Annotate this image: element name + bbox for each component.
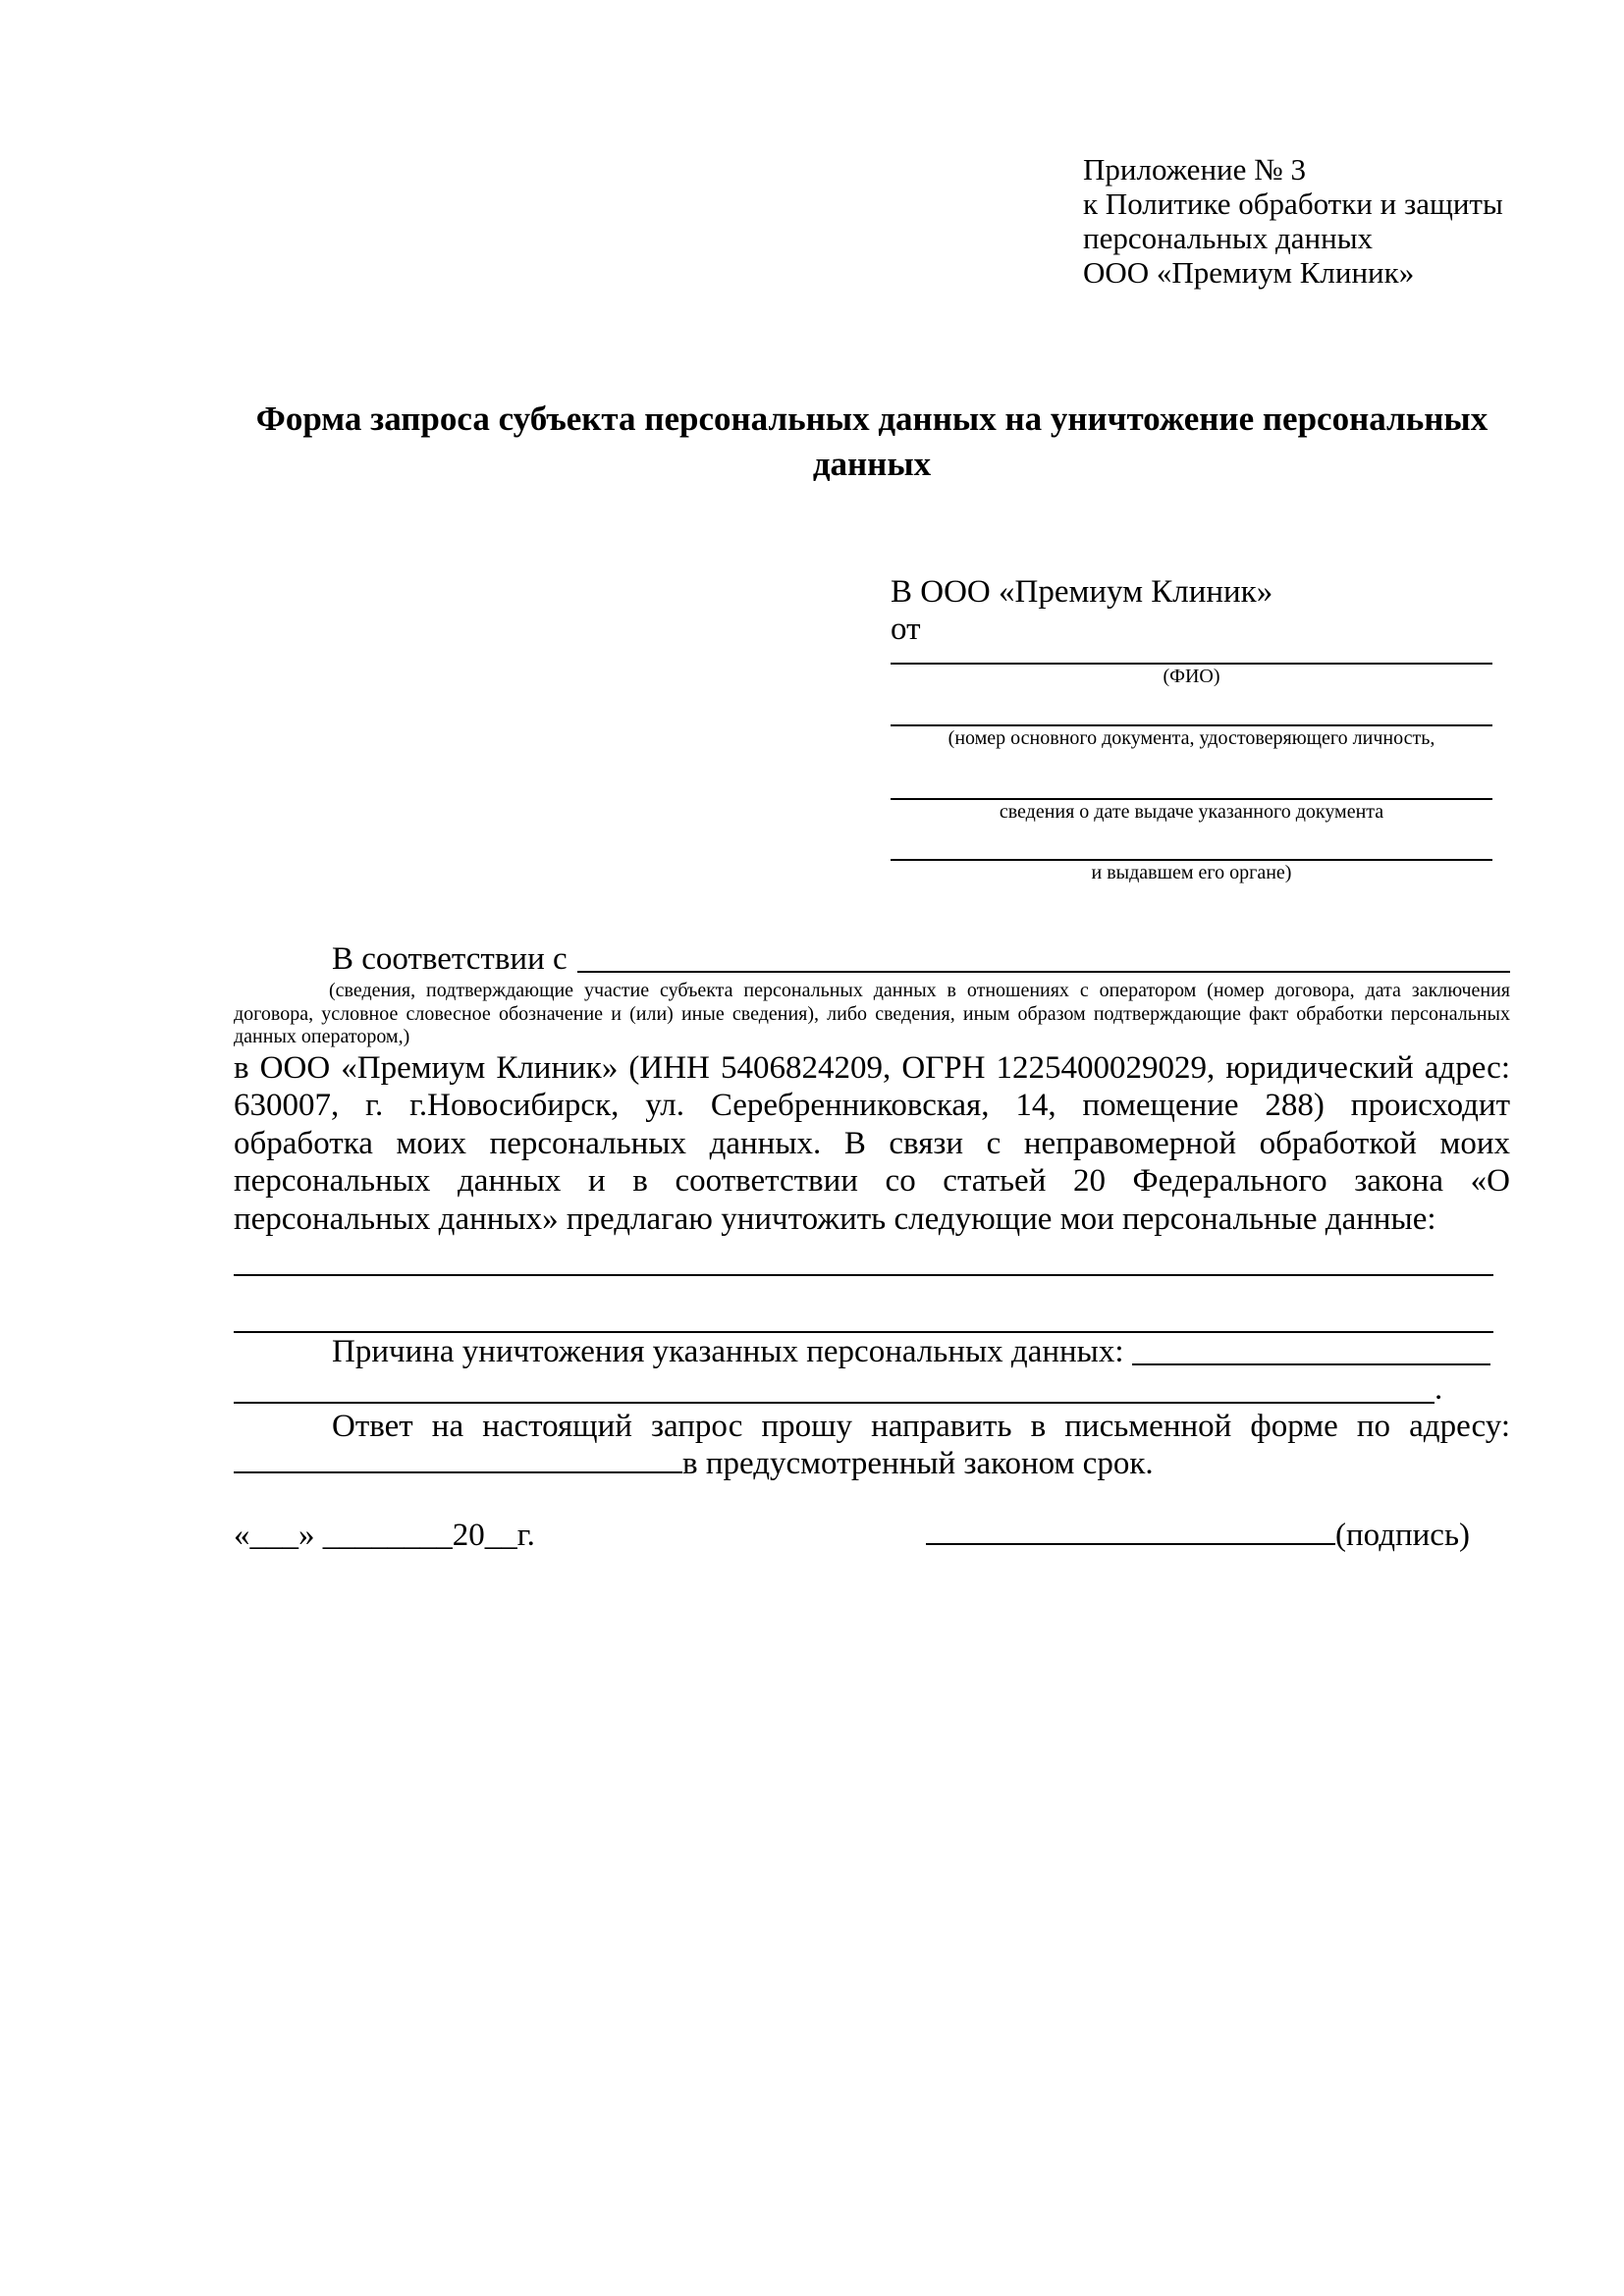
main-paragraph: в ООО «Премиум Клиник» (ИНН 5406824209, ОГРН 1225400029029, юридический адрес: 630007, г. г.Новосибирск, ул. Серебренниковская, 14, помещение 288) происходит обработка моих персональных данных. В связи с неправомерной обработкой моих персональных данных и в соответствии со статьей 20 Федерального закона «О персональных данных» предлагаю уничтожить следующие мои персональные данные: xyxy=(234,1049,1510,1237)
date-blank: «___» ________20__г. xyxy=(234,1518,535,1553)
appendix-line-4: ООО «Премиум Клиник» xyxy=(1083,255,1415,290)
appendix-line-2: к Политике обработки и защиты xyxy=(1083,187,1503,221)
signature-caption: (подпись) xyxy=(1335,1518,1470,1553)
doc-issuer-blank-line xyxy=(891,824,1492,861)
addressee-block xyxy=(891,573,1492,884)
accordance-footnote: (сведения, подтверждающие участие субъекта персональных данных в отношениях с оператором (номер договора, дата заключения договора, условное словесное обозначение и (или) иные сведения), либо сведения, иным образом подтверждающие факт обработки персональных данных оператором,) xyxy=(234,980,1510,1047)
reason-blank-line-2 xyxy=(234,1370,1435,1404)
response-tail: в предусмотренный законом срок. xyxy=(682,1446,1154,1482)
doc-number-caption: (номер основного документа, удостоверяющего личность, xyxy=(947,727,1435,749)
reason-row xyxy=(234,1333,1510,1370)
doc-issue-date-blank-line xyxy=(891,750,1492,800)
doc-issuer-caption: и выдавшем его органе) xyxy=(1091,862,1292,883)
reason-lead: Причина уничтожения указанных персональных данных: xyxy=(332,1334,1124,1370)
doc-issue-date-caption: сведения о дате выдаче указанного документа xyxy=(999,801,1384,823)
reason-blank-line xyxy=(1132,1333,1490,1365)
appendix-header xyxy=(1083,152,1554,290)
response-sentence: Ответ на настоящий запрос прошу направить в письменной форме по адресу: xyxy=(332,1409,1510,1445)
footer-row xyxy=(234,1517,1510,1556)
data-blank-line-1 xyxy=(234,1238,1493,1276)
signature-blank-line xyxy=(926,1543,1335,1545)
accordance-lead: В соответствии с xyxy=(332,941,568,977)
signature-group xyxy=(926,1517,1470,1554)
fio-caption: (ФИО) xyxy=(1163,666,1220,687)
fio-blank-line xyxy=(891,648,1492,665)
response-address-row xyxy=(234,1445,1510,1482)
doc-number-blank-line xyxy=(891,688,1492,726)
addressee-to: В ООО «Премиум Клиник» xyxy=(891,574,1273,610)
appendix-line-1: Приложение № 3 xyxy=(1083,152,1306,187)
address-blank-line xyxy=(234,1471,682,1473)
reason-continuation-row xyxy=(234,1370,1510,1408)
page-title: Форма запроса субъекта персональных данных на уничтожение персональных данных xyxy=(255,400,1489,483)
body-column xyxy=(234,940,1510,1482)
accordance-blank-line xyxy=(577,940,1510,973)
appendix-line-3: персональных данных xyxy=(1083,221,1374,255)
data-blank-line-2 xyxy=(234,1276,1493,1333)
sentence-period: . xyxy=(1435,1371,1443,1408)
addressee-from-label: от xyxy=(891,612,921,647)
accordance-row xyxy=(234,940,1510,978)
